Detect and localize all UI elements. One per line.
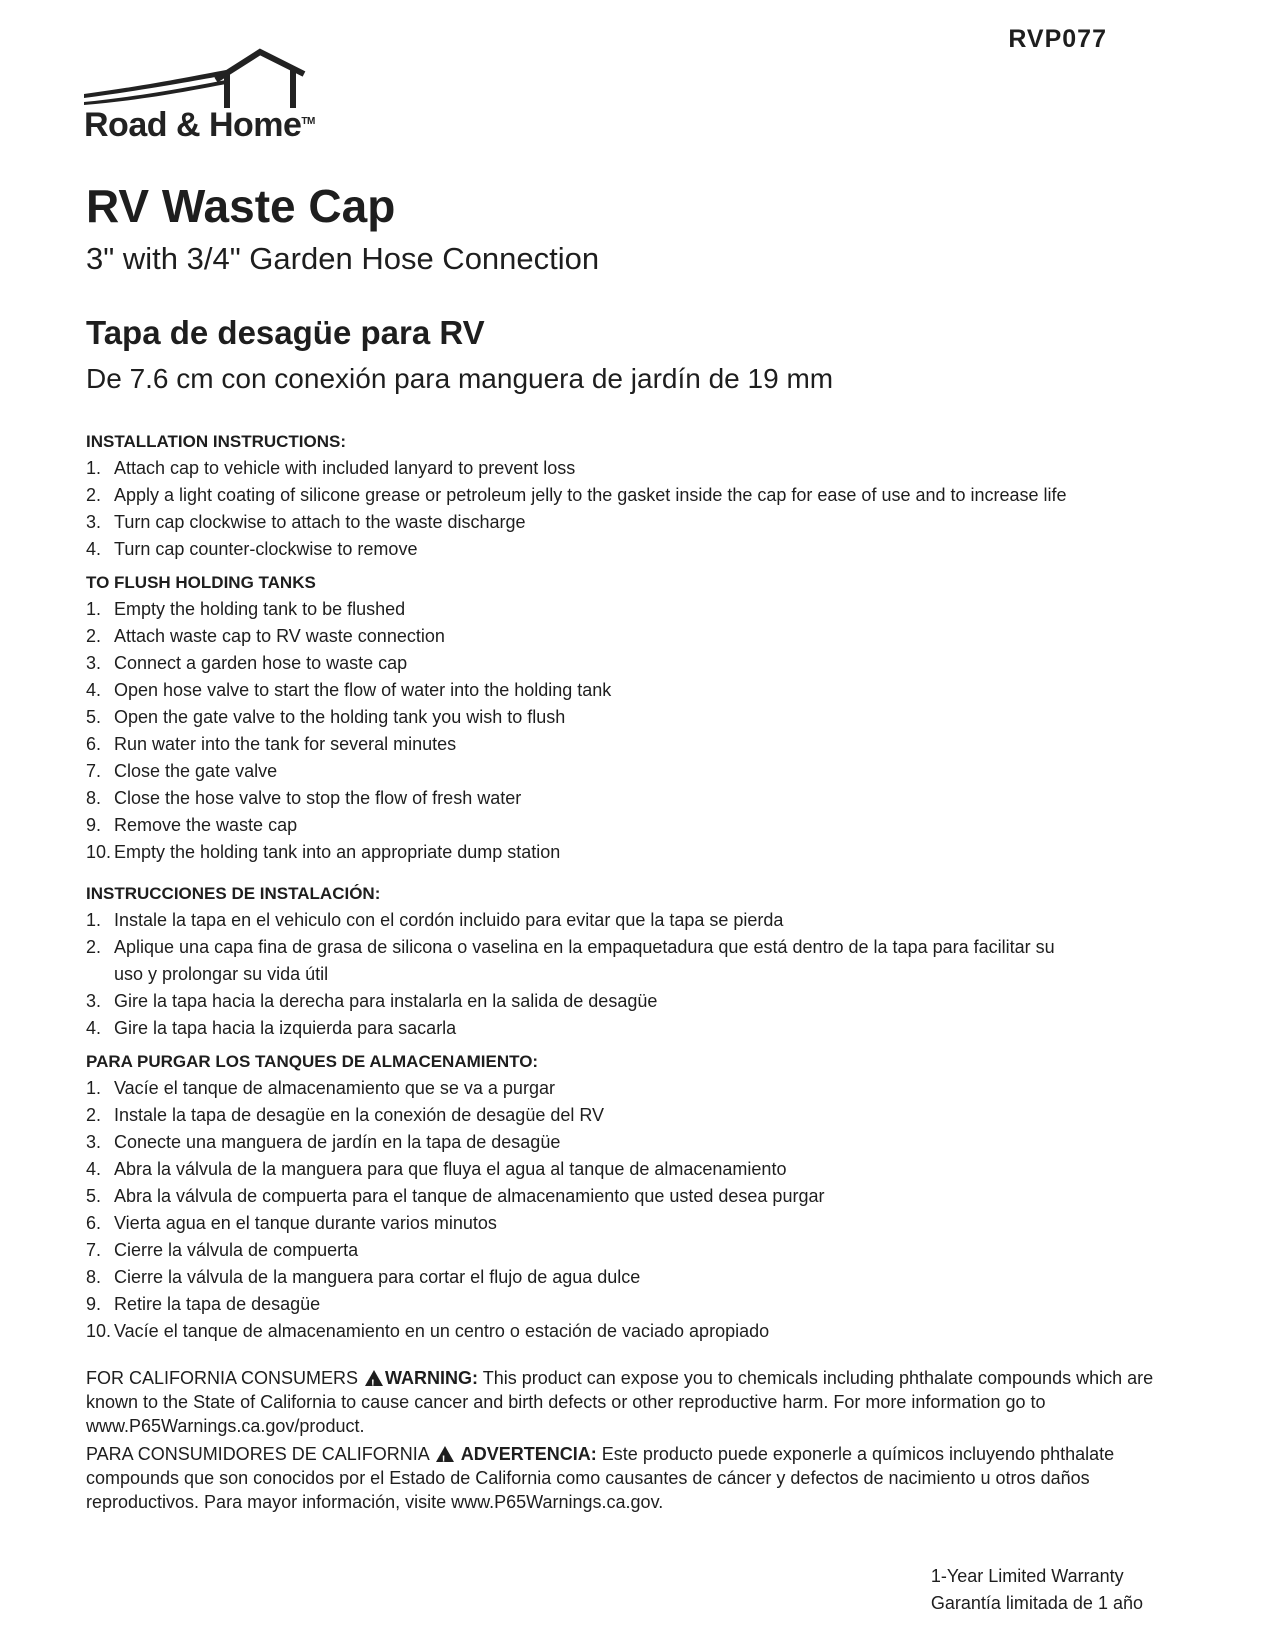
warning-label: WARNING: bbox=[385, 1368, 479, 1388]
warning-label-es: ADVERTENCIA: bbox=[460, 1444, 597, 1464]
install-heading-es: INSTRUCCIONES DE INSTALACIÓN: bbox=[86, 884, 381, 903]
flush-steps bbox=[86, 596, 1166, 866]
warning-prefix-es: PARA CONSUMIDORES DE CALIFORNIA bbox=[86, 1444, 429, 1464]
list-item: 7. Cierre la válvula de compuerta bbox=[86, 1240, 359, 1260]
list-item: 10. Vacíe el tanque de almacenamiento en un centro o estación de vaciado apropiado bbox=[86, 1321, 770, 1341]
list-item: 5. Open the gate valve to the holding tank you wish to flush bbox=[86, 707, 566, 727]
logo-wordmark bbox=[84, 106, 315, 145]
list-item: 2. Instale la tapa de desagüe en la conexión de desagüe del RV bbox=[86, 1105, 605, 1125]
install-steps bbox=[86, 455, 1166, 563]
warning-triangle-icon bbox=[365, 1370, 383, 1386]
list-item: 8. Cierre la válvula de la manguera para cortar el flujo de agua dulce bbox=[86, 1267, 641, 1287]
list-item: 1. Instale la tapa en el vehiculo con el cordón incluido para evitar que la tapa se pierda bbox=[86, 910, 784, 930]
prop65-warning-es bbox=[86, 1442, 1176, 1514]
prop65-warning bbox=[86, 1366, 1176, 1438]
list-item: 3. Gire la tapa hacia la derecha para instalarla en la salida de desagüe bbox=[86, 991, 658, 1011]
house-road-logo-icon bbox=[84, 46, 314, 108]
list-item: 2. Attach waste cap to RV waste connection bbox=[86, 626, 445, 646]
warning-text-es: Este producto puede exponerle a químicos incluyendo phthalate compounds que son conocidos por el Estado de California como causantes de cáncer y defectos de nacimiento u otros daños reproductivos. Para mayor información, visite www.P65Warnings.ca.gov. bbox=[86, 1444, 1115, 1512]
list-item: 1. Attach cap to vehicle with included lanyard to prevent loss bbox=[86, 458, 576, 478]
flush-heading: TO FLUSH HOLDING TANKS bbox=[86, 573, 316, 592]
flush-steps-es bbox=[86, 1075, 1166, 1345]
product-subtitle: 3" with 3/4" Garden Hose Connection bbox=[86, 241, 600, 276]
product-title: RV Waste Cap bbox=[86, 180, 396, 232]
trademark-mark: TM bbox=[301, 116, 315, 127]
install-heading: INSTALLATION INSTRUCTIONS: bbox=[86, 432, 347, 451]
list-item: 4. Turn cap counter-clockwise to remove bbox=[86, 539, 418, 559]
list-item: 9. Retire la tapa de desagüe bbox=[86, 1294, 321, 1314]
product-title-es: Tapa de desagüe para RV bbox=[86, 314, 485, 351]
model-number: RVP077 bbox=[1008, 25, 1107, 53]
list-item: 3. Connect a garden hose to waste cap bbox=[86, 653, 408, 673]
list-item: 1. Empty the holding tank to be flushed bbox=[86, 599, 406, 619]
warning-triangle-icon bbox=[436, 1446, 454, 1462]
list-item: 4. Abra la válvula de la manguera para que fluya el agua al tanque de almacenamiento bbox=[86, 1159, 787, 1179]
flush-heading-es: PARA PURGAR LOS TANQUES DE ALMACENAMIENTO: bbox=[86, 1052, 539, 1071]
list-item: 2. Apply a light coating of silicone grease or petroleum jelly to the gasket inside the cap for ease of use and to increase life bbox=[86, 485, 1067, 505]
list-item: 3. Turn cap clockwise to attach to the waste discharge bbox=[86, 512, 526, 532]
warranty bbox=[931, 1563, 1143, 1617]
warning-prefix: FOR CALIFORNIA CONSUMERS bbox=[86, 1368, 359, 1388]
list-item: 2. Aplique una capa fina de grasa de silicona o vaselina en la empaquetadura que está dentro de la tapa para facilitar su uso y prolongar su vida útil bbox=[86, 937, 1055, 984]
logo-text: Road & Home bbox=[84, 106, 302, 144]
product-subtitle-es: De 7.6 cm con conexión para manguera de jardín de 19 mm bbox=[86, 363, 834, 394]
list-item: 3. Conecte una manguera de jardín en la tapa de desagüe bbox=[86, 1132, 561, 1152]
instructions bbox=[86, 428, 1166, 1351]
list-item: 6. Vierta agua en el tanque durante varios minutos bbox=[86, 1213, 497, 1233]
install-steps-es bbox=[86, 907, 1166, 1042]
warning-text: This product can expose you to chemicals including phthalate compounds which are known to the State of California to cause cancer and birth defects or other reproductive harm. For more information go to www.P65Warnings.ca.gov/product. bbox=[86, 1368, 1154, 1436]
brand-logo bbox=[84, 46, 344, 146]
list-item: 5. Abra la válvula de compuerta para el tanque de almacenamiento que usted desea purgar bbox=[86, 1186, 825, 1206]
warranty-es: Garantía limitada de 1 año bbox=[930, 1593, 1143, 1613]
warranty-en: 1-Year Limited Warranty bbox=[930, 1566, 1124, 1586]
list-item: 1. Vacíe el tanque de almacenamiento que se va a purgar bbox=[86, 1078, 555, 1098]
list-item: 4. Open hose valve to start the flow of water into the holding tank bbox=[86, 680, 612, 700]
list-item: 6. Run water into the tank for several minutes bbox=[86, 734, 457, 754]
list-item: 9. Remove the waste cap bbox=[86, 815, 298, 835]
list-item: 4. Gire la tapa hacia la izquierda para sacarla bbox=[86, 1018, 457, 1038]
list-item: 7. Close the gate valve bbox=[86, 761, 278, 781]
list-item: 10. Empty the holding tank into an appropriate dump station bbox=[86, 842, 561, 862]
list-item: 8. Close the hose valve to stop the flow of fresh water bbox=[86, 788, 522, 808]
